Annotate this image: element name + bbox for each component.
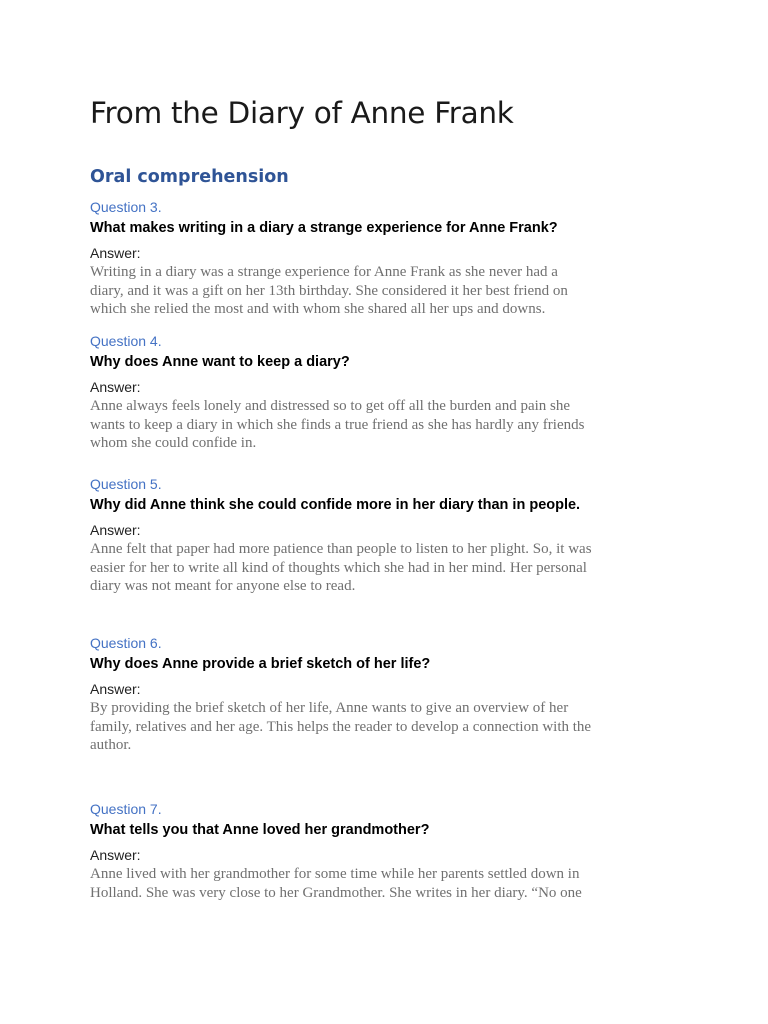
answer-line: family, relatives and her age. This helps the reader to develop a connection with the: [90, 718, 592, 735]
question-text: What makes writing in a diary a strange experience for Anne Frank?: [90, 220, 558, 236]
answer-text: [90, 699, 682, 755]
qa-block: [90, 800, 690, 902]
qa-block: [90, 475, 690, 596]
answer-label: Answer:: [90, 847, 141, 863]
qa-block: [90, 198, 690, 319]
question-text: Why does Anne provide a brief sketch of her life?: [90, 656, 431, 672]
answer-label: Answer:: [90, 522, 141, 538]
answer-text: [90, 540, 682, 596]
answer-line: Anne lived with her grandmother for some time while her parents settled down in: [90, 866, 580, 882]
answer-line: whom she could confide in.: [90, 435, 257, 452]
answer-text: [90, 397, 682, 453]
answer-text: [90, 865, 682, 902]
answer-label: Answer:: [90, 379, 141, 395]
answer-line: Holland. She was very close to her Grandmother. She writes in her diary. “No one: [90, 884, 582, 901]
question-text: What tells you that Anne loved her grandmother?: [90, 822, 430, 838]
section-heading: Oral comprehension: [90, 167, 289, 187]
page-title: From the Diary of Anne Frank: [90, 96, 514, 130]
question-number: Question 3.: [90, 199, 162, 215]
answer-line: easier for her to write all kind of thoughts which she had in her mind. Her personal: [90, 559, 587, 576]
answer-label: Answer:: [90, 245, 141, 261]
question-number: Question 6.: [90, 635, 162, 651]
answer-line: By providing the brief sketch of her life, Anne wants to give an overview of her: [90, 700, 569, 716]
question-number: Question 4.: [90, 333, 162, 349]
answer-line: diary, and it was a gift on her 13th birthday. She considered it her best friend on: [90, 282, 568, 299]
answer-text: [90, 263, 682, 319]
question-number: Question 7.: [90, 801, 162, 817]
answer-line: Anne felt that paper had more patience than people to listen to her plight. So, it was: [90, 541, 592, 557]
answer-line: author.: [90, 737, 132, 754]
qa-block: [90, 332, 690, 453]
question-text: Why does Anne want to keep a diary?: [90, 354, 350, 370]
answer-line: wants to keep a diary in which she finds a true friend as she has hardly any friends: [90, 416, 585, 433]
qa-block: [90, 634, 690, 755]
answer-line: which she relied the most and with whom she shared all her ups and downs.: [90, 301, 546, 318]
answer-label: Answer:: [90, 681, 141, 697]
question-number: Question 5.: [90, 476, 162, 492]
question-text: Why did Anne think she could confide more in her diary than in people.: [90, 497, 581, 513]
answer-line: diary was not meant for anyone else to read.: [90, 578, 356, 595]
answer-line: Anne always feels lonely and distressed so to get off all the burden and pain she: [90, 398, 571, 414]
answer-line: Writing in a diary was a strange experience for Anne Frank as she never had a: [90, 264, 558, 280]
